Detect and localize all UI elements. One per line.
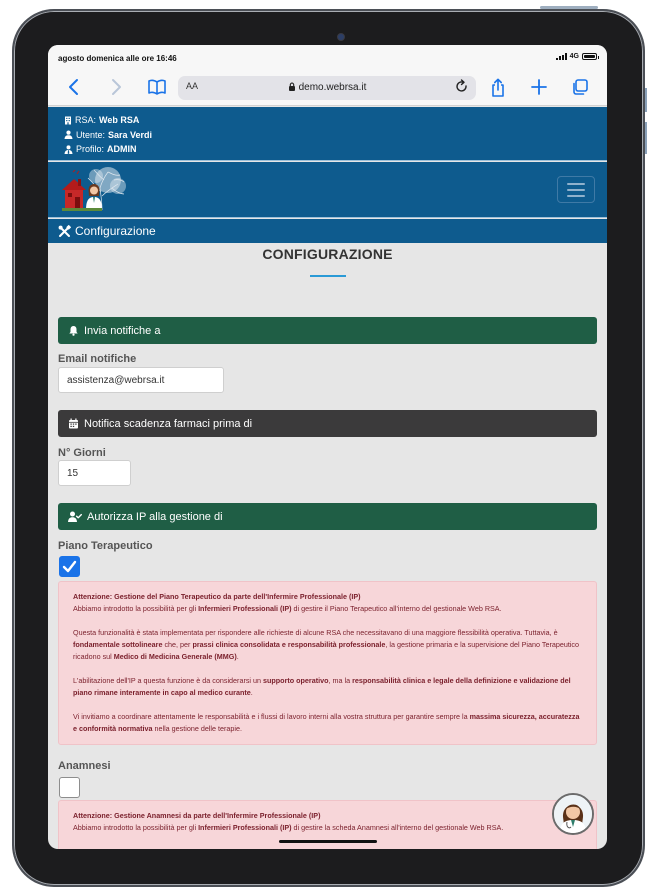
therapy-alert-paragraph-2 <box>73 627 582 663</box>
calendar-icon <box>68 418 79 429</box>
user-value: Sara Verdi <box>108 129 153 140</box>
title-underline <box>310 275 346 277</box>
assistant-avatar[interactable] <box>552 793 594 835</box>
therapy-alert-bold: Medico di Medicina Generale (MMG) <box>113 652 237 661</box>
web-page <box>48 107 607 849</box>
info-bar <box>48 107 607 161</box>
status-bar <box>48 45 607 70</box>
section-drug-expiry-title: Notifica scadenza farmaci prima di <box>84 417 253 430</box>
lock-icon <box>288 82 296 91</box>
signal-icon <box>556 53 567 60</box>
front-camera <box>337 33 345 41</box>
hamburger-icon[interactable] <box>557 176 595 203</box>
app-logo[interactable] <box>58 166 133 214</box>
anamnesis-alert-text: di gestire la scheda Anamnesi all'interno del gestionale Web RSA. <box>291 823 504 832</box>
therapy-alert-bold: fondamentale sottolineare <box>73 640 163 649</box>
url-label: demo.webrsa.it <box>298 82 367 93</box>
plus-icon[interactable] <box>529 78 549 98</box>
section-notifications <box>58 317 597 344</box>
rsa-label: RSA: <box>75 115 97 126</box>
info-profile <box>64 142 607 157</box>
therapy-alert-text: Vi invitiamo a coordinare attentamente le responsabilità e i flussi di lavoro interni alla vostra struttura per garantire sempre la <box>73 712 470 721</box>
therapy-alert-intro <box>73 591 582 615</box>
anamnesis-label: Anamnesi <box>58 760 111 772</box>
forward-icon[interactable] <box>108 78 124 98</box>
checkmark-icon <box>60 557 79 576</box>
user-label: Utente: <box>76 129 106 140</box>
therapy-alert-text: L'abilitazione dell'IP a questa funzione è da considerarsi un <box>73 676 264 685</box>
therapy-alert-paragraph-4 <box>73 711 582 735</box>
url-text <box>178 82 476 93</box>
therapy-plan-checkbox[interactable] <box>59 556 80 577</box>
therapy-alert-bold: supporto operativo <box>263 676 329 685</box>
browser-toolbar <box>48 70 607 106</box>
email-label: Email notifiche <box>58 353 137 365</box>
therapy-alert-paragraph-3 <box>73 675 582 699</box>
reload-icon[interactable] <box>455 79 469 98</box>
anamnesis-checkbox[interactable] <box>59 777 80 798</box>
section-notifications-title: Invia notifiche a <box>84 324 161 337</box>
section-drug-expiry <box>58 410 597 437</box>
building-icon <box>64 116 72 125</box>
avatar <box>554 795 592 833</box>
profile-value: ADMIN <box>107 144 137 155</box>
therapy-alert-text: . <box>236 652 239 661</box>
user-check-icon <box>68 511 82 522</box>
network-label: 4G <box>569 53 579 60</box>
screen <box>48 45 607 849</box>
breadcrumb <box>48 219 607 243</box>
therapy-alert-text: che, per <box>162 640 193 649</box>
status-time: agosto domenica alle ore 16:46 <box>58 54 177 63</box>
therapy-alert-text: , la gestione primaria e la supervisione del Piano Terapeutico ricadono sul <box>73 640 580 661</box>
address-bar[interactable] <box>178 76 476 100</box>
therapy-alert-bold: prassi clinica consolidata e responsabilità professionale <box>192 640 386 649</box>
anamnesis-alert-intro <box>73 810 582 834</box>
therapy-alert-bold: Infermieri Professionali (IP) <box>198 604 292 613</box>
home-indicator <box>279 840 377 843</box>
info-rsa <box>64 113 607 128</box>
therapy-plan-label: Piano Terapeutico <box>58 540 153 552</box>
battery-icon <box>582 53 597 60</box>
tabs-icon[interactable] <box>570 78 590 98</box>
anamnesis-alert-bold: Infermieri Professionali (IP) <box>198 823 292 832</box>
therapy-alert-text: di gestire il Piano Terapeutico all'interno del gestionale Web RSA. <box>291 604 502 613</box>
days-field[interactable]: 15 <box>58 460 131 486</box>
profile-label: Profilo: <box>76 144 105 155</box>
breadcrumb-label: Configurazione <box>75 224 156 238</box>
section-ip-authorization <box>58 503 597 530</box>
navbar <box>48 162 607 218</box>
anamnesis-alert-title: Attenzione: Gestione Anamnesi da parte dell'Infermire Professionale (IP) <box>73 811 321 820</box>
therapy-plan-alert <box>58 581 597 745</box>
therapy-alert-text: , ma la <box>328 676 353 685</box>
therapy-alert-text: nella gestione delle terapie. <box>152 724 242 733</box>
info-user <box>64 128 607 143</box>
therapy-alert-bold: massima sicurezza, accuratezza e conformità normativa <box>73 712 580 733</box>
days-label: N° Giorni <box>58 447 106 459</box>
section-ip-authorization-title: Autorizza IP alla gestione di <box>87 510 223 523</box>
therapy-alert-bold: responsabilità clinica e legale della definizione e validazione del piano rimane interamente in capo al medico curante <box>73 676 571 697</box>
anamnesis-alert-text: Abbiamo introdotto la possibilità per gli <box>73 823 199 832</box>
bell-icon <box>68 325 79 336</box>
rsa-value: Web RSA <box>99 115 140 126</box>
therapy-alert-text: Questa funzionalità è stata implementata per rispondere alle richieste di alcune RSA che necessitavano di una maggiore flessibilità operativa. Tuttavia, è <box>73 628 558 637</box>
user-icon <box>64 130 73 139</box>
back-icon[interactable] <box>66 78 82 98</box>
email-field[interactable]: assistenza@webrsa.it <box>58 367 224 393</box>
page-title: CONFIGURAZIONE <box>262 246 393 262</box>
share-icon[interactable] <box>488 78 508 98</box>
book-icon[interactable] <box>146 78 168 98</box>
therapy-alert-text: Abbiamo introdotto la possibilità per gli <box>73 604 199 613</box>
user-tie-icon <box>64 145 73 154</box>
therapy-alert-text: . <box>250 688 253 697</box>
tools-icon <box>58 225 71 238</box>
text-size-button[interactable]: AA <box>186 81 199 91</box>
status-right <box>556 53 597 60</box>
therapy-alert-title: Attenzione: Gestione del Piano Terapeutico da parte dell'Infermire Professionale (IP) <box>73 592 361 601</box>
